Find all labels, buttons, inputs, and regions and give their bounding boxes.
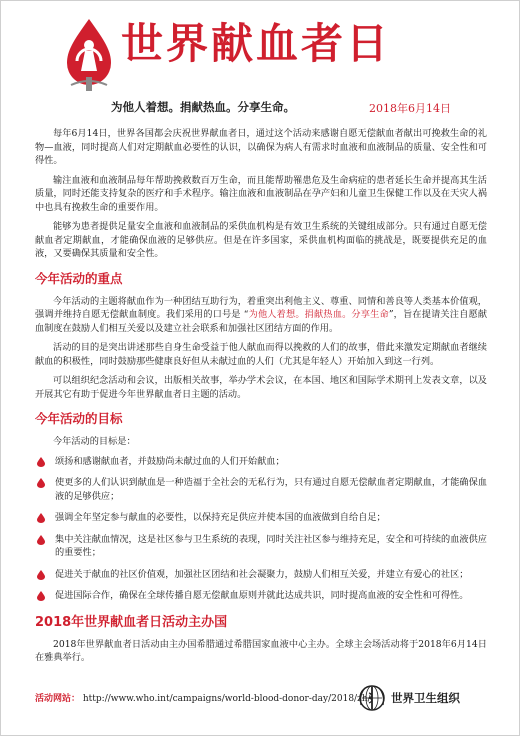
website-label: 活动网站： xyxy=(35,694,81,704)
intro-paragraph: 每年6月14日，世界各国都会庆祝世界献血者日，通过这个活动来感谢自愿无偿献血者献出可挽救生命的礼物—血液，同时提高人们对定期献血必要性的认识，以确保为病人有需求时血液和血液制品的质量、安全性和可得性。 xyxy=(35,128,487,166)
focus-text-after: ”，旨在提请关注自愿献血制度在鼓励人们相互关爱以及建立社会联系和加强社区团结方面的作用。 xyxy=(35,309,488,334)
focus-paragraph: 可以组织纪念活动和会议，出版相关故事，举办学术会议，在本国、地区和国际学术期刊上发表文章，以及开展其它有助于促进今年世界献血者日主题的活动。 xyxy=(35,375,487,400)
event-date: 2018年6月14日 xyxy=(369,102,451,115)
list-item: 强调全年坚定参与献血的必要性，以保持充足供应并使本国的血液做到自给自足； xyxy=(35,511,487,525)
goals-intro: 今年活动的目标是： xyxy=(53,436,136,447)
blood-drop-bullet-icon xyxy=(37,570,45,580)
list-item: 使更多的人们认识到献血是一种造福于全社会的无私行为，只有通过自愿无偿献血者定期献血，才能确保血液的足够供应； xyxy=(35,476,487,503)
section-heading-focus: 今年活动的重点 xyxy=(35,270,123,286)
section-heading-goals: 今年活动的目标 xyxy=(35,411,123,426)
main-content xyxy=(35,127,487,671)
campaign-slogan: 为他人着想。捐献热血。分享生命 xyxy=(248,309,389,320)
tagline: 为他人着想。捐献热血。分享生命。 xyxy=(111,100,295,114)
blood-drop-bullet-icon xyxy=(37,457,45,467)
goals-list xyxy=(35,455,487,603)
focus-paragraph xyxy=(35,295,487,336)
blood-drop-bullet-icon xyxy=(37,478,45,488)
list-item: 促进国际合作，确保在全球传播自愿无偿献血原则并就此达成共识，同时提高血液的安全性和可得性。 xyxy=(35,589,487,603)
website-link[interactable]: http://www.who.int/campaigns/world-blood-donor-day/2018/zh/ xyxy=(82,694,371,704)
intro-paragraph: 能够为患者提供足量安全血液和血液制品的采供血机构是有效卫生系统的关键组成部分。只有通过自愿无偿献血者定期献血，才能确保血液的足够供应。但是在许多国家，采供血机构面临的挑战是，既要提供充足的血液，又要确保其质量和安全性。 xyxy=(35,221,487,259)
list-item: 颂扬和感谢献血者，并鼓励尚未献过血的人们开始献血； xyxy=(35,455,487,469)
section-heading-host: 2018年世界献血者日活动主办国 xyxy=(35,614,228,630)
blood-drop-bullet-icon xyxy=(37,535,45,545)
list-item: 促进关于献血的社区价值观，加强社区团结和社会凝聚力，鼓励人们相互关爱，并建立有爱心的社区； xyxy=(35,568,487,582)
page-title: 世界献血者日 xyxy=(121,19,392,68)
blood-donor-logo-icon xyxy=(59,15,119,95)
intro-paragraph: 输注血液和血液制品每年帮助挽救数百万生命，而且能帮助罹患危及生命病症的患者延长生命并提高其生活质量，同时还能支持复杂的医疗和手术程序。输注血液和血液制品在孕产妇和儿童卫生保健工作以及在天灾人祸中也具有挽救生命的重要作用。 xyxy=(35,174,487,213)
host-paragraph: 2018年世界献血者日活动由主办国希腊通过希腊国家血液中心主办。全球主会场活动将于2018年6月14日在雅典举行。 xyxy=(35,638,487,663)
blood-drop-bullet-icon xyxy=(37,513,45,523)
who-emblem-icon xyxy=(357,683,387,713)
organization-name: 世界卫生组织 xyxy=(391,691,460,705)
blood-drop-bullet-icon xyxy=(37,591,45,601)
list-item: 集中关注献血情况，这是社区参与卫生系统的表现，同时关注社区参与维持充足，安全和可持续的血液供应的重要性； xyxy=(35,533,487,560)
focus-paragraph: 活动的目的是突出讲述那些自身生命受益于他人献血而得以挽救的人们的故事，借此来激发定期献血者继续献血的积极性，同时鼓励那些健康良好但从未献过血的人们（尤其是年轻人）开始加入到这一行列。 xyxy=(35,342,487,367)
who-logo xyxy=(357,683,497,713)
focus-text-before: 今年活动的主题将献血作为一种团结互助行为，着重突出利他主义、尊重、同情和善良等人类基本价值观，强调并维持自愿无偿献血制度。我们采用的口号是 “ xyxy=(35,295,487,320)
